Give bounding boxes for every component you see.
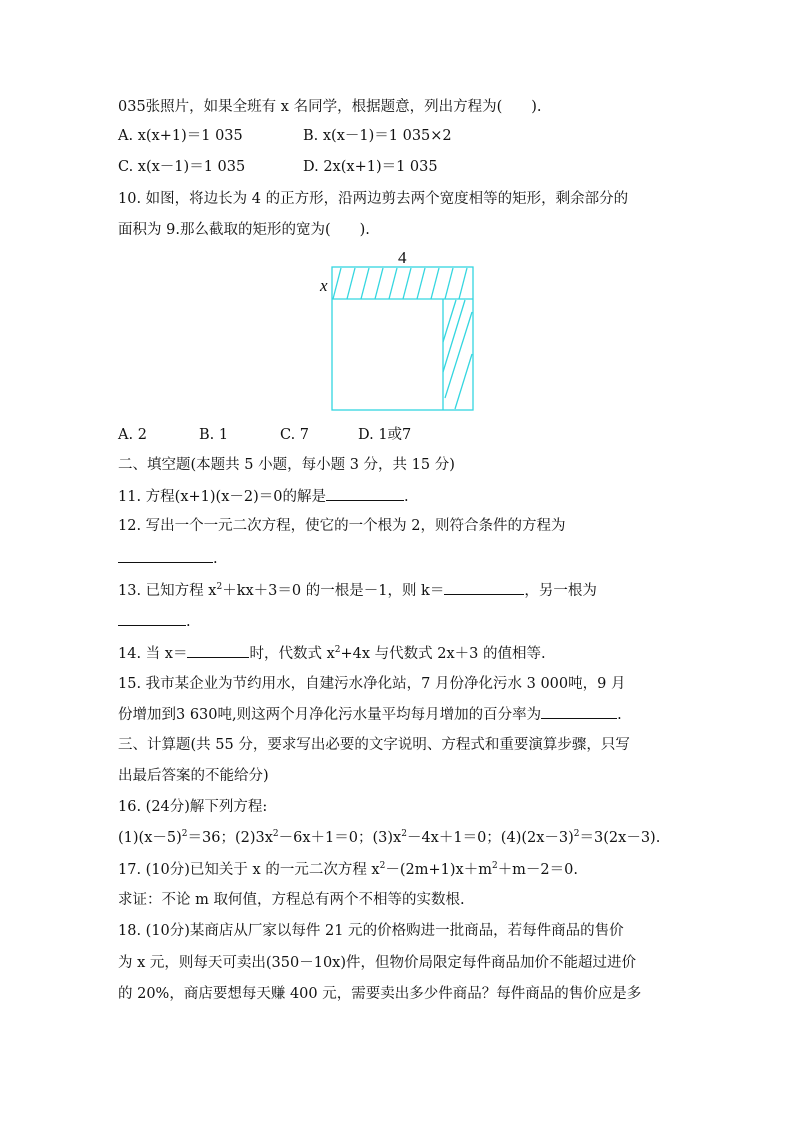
q12-answer-blank[interactable]: [118, 548, 213, 563]
q17-text-c: ＋m－2＝0.: [497, 862, 578, 878]
figure-side-label: x: [320, 276, 328, 295]
q16-eq-part4: －4x＋1＝0；(4)(2x－3): [406, 830, 574, 846]
q9-option-b: B. x(x－1)＝1 035×2: [303, 128, 452, 144]
q17-text-a: 17. (10分)已知关于 x 的一元二次方程 x: [118, 862, 380, 878]
figure-top-label: 4: [398, 248, 407, 267]
q17-text-b: －(2m+1)x＋m: [385, 862, 492, 878]
q13-line1: [118, 580, 597, 602]
q13-root-blank[interactable]: [118, 611, 186, 626]
q14-text-c: +4x 与代数式 2x＋3 的值相等.: [340, 646, 546, 662]
q14-text-a: 14. 当 x＝: [118, 646, 188, 662]
q9-option-c: C. x(x－1)＝1 035: [118, 159, 246, 175]
q9-stem: 035张照片，如果全班有 x 名同学，根据题意，列出方程为( ).: [118, 99, 542, 115]
q14-text-b: 时，代数式 x: [249, 646, 335, 662]
q13-k-blank[interactable]: [444, 580, 524, 595]
q13-line2: [118, 611, 191, 633]
q13-text-c: ，另一根为: [524, 583, 597, 599]
q12-period: .: [213, 551, 218, 567]
square-figure: [331, 266, 475, 412]
q14: [118, 643, 546, 665]
q16-eq-part2: ＝36；(2)3x: [187, 830, 273, 846]
q14-superscript: 2: [334, 645, 341, 655]
q16-eq-part1: (1)(x－5): [118, 830, 182, 846]
q16-sup2: 2: [272, 829, 279, 839]
q16-eq-part5: ＝3(2x－3).: [579, 830, 661, 846]
q11: [118, 486, 409, 508]
q11-period: .: [403, 489, 409, 505]
q10-option-a: A. 2: [118, 427, 147, 443]
q13-period: .: [186, 614, 191, 630]
q17-line2: 求证：不论 m 取何值，方程总有两个不相等的实数根.: [118, 892, 465, 908]
q9-option-a: A. x(x+1)＝1 035: [118, 128, 243, 144]
q16-sup3: 2: [401, 829, 407, 839]
section2-heading: 二、填空题(本题共 5 小题，每小题 3 分，共 15 分): [118, 457, 455, 473]
section3-heading-line1: 三、计算题(共 55 分，要求写出必要的文字说明、方程式和重要演算步骤，只写: [118, 737, 630, 753]
q17-sup1: 2: [379, 861, 386, 871]
q10-option-c: C. 7: [280, 427, 310, 443]
q10-stem-line1: 10. 如图，将边长为 4 的正方形，沿两边剪去两个宽度相等的矩形，剩余部分的: [118, 191, 629, 207]
q18-line3: 的 20%，商店要想每天赚 400 元，需要卖出多少件商品？每件商品的售价应是多: [118, 986, 642, 1002]
q14-answer-blank[interactable]: [187, 643, 249, 658]
q10-stem-line2: 面积为 9.那么截取的矩形的宽为( ).: [118, 222, 370, 238]
q11-text: 11. 方程(x+1)(x－2)＝0的解是: [118, 489, 326, 505]
q12-line1: 12. 写出一个一元二次方程，使它的一个根为 2，则符合条件的方程为: [118, 518, 566, 534]
q9-option-d: D. 2x(x+1)＝1 035: [303, 159, 438, 175]
q18-line1: 18. (10分)某商店从厂家以每件 21 元的价格购进一批商品，若每件商品的售价: [118, 923, 624, 939]
q15-line2: [118, 704, 622, 726]
q11-answer-blank[interactable]: [326, 486, 404, 501]
right-strip-hatching: [443, 300, 472, 409]
q16-sup4: 2: [573, 829, 580, 839]
q12-line2: [118, 548, 218, 570]
q16-sup1: 2: [181, 829, 188, 839]
q13-text-a: 13. 已知方程 x: [118, 583, 217, 599]
q15-text: 份增加到3 630吨,则这两个月净化污水量平均每月增加的百分率为: [118, 707, 542, 723]
q10-option-b: B. 1: [199, 427, 229, 443]
q17-line1: [118, 860, 578, 882]
q18-line2: 为 x 元，则每天可卖出(350－10x)件，但物价局限定每件商品加价不能超过进价: [118, 955, 637, 971]
q13-text-b: ＋kx＋3＝0 的一根是－1，则 k＝: [222, 583, 445, 599]
q16-equations: [118, 828, 660, 850]
q16-title: 16. (24分)解下列方程:: [118, 799, 268, 815]
q16-eq-part3: －6x＋1＝0；(3)x: [278, 830, 402, 846]
square-outline: [332, 267, 473, 410]
q17-sup2: 2: [491, 861, 498, 871]
q15-line1: 15. 我市某企业为节约用水，自建污水净化站，7 月份净化污水 3 000吨，9 月: [118, 676, 626, 692]
q13-superscript: 2: [216, 582, 223, 592]
q15-answer-blank[interactable]: [541, 704, 617, 719]
section3-heading-line2: 出最后答案的不能给分): [118, 768, 269, 784]
q10-option-d: D. 1或7: [358, 427, 412, 443]
top-strip-hatching: [333, 268, 467, 299]
q15-period: .: [617, 707, 622, 723]
